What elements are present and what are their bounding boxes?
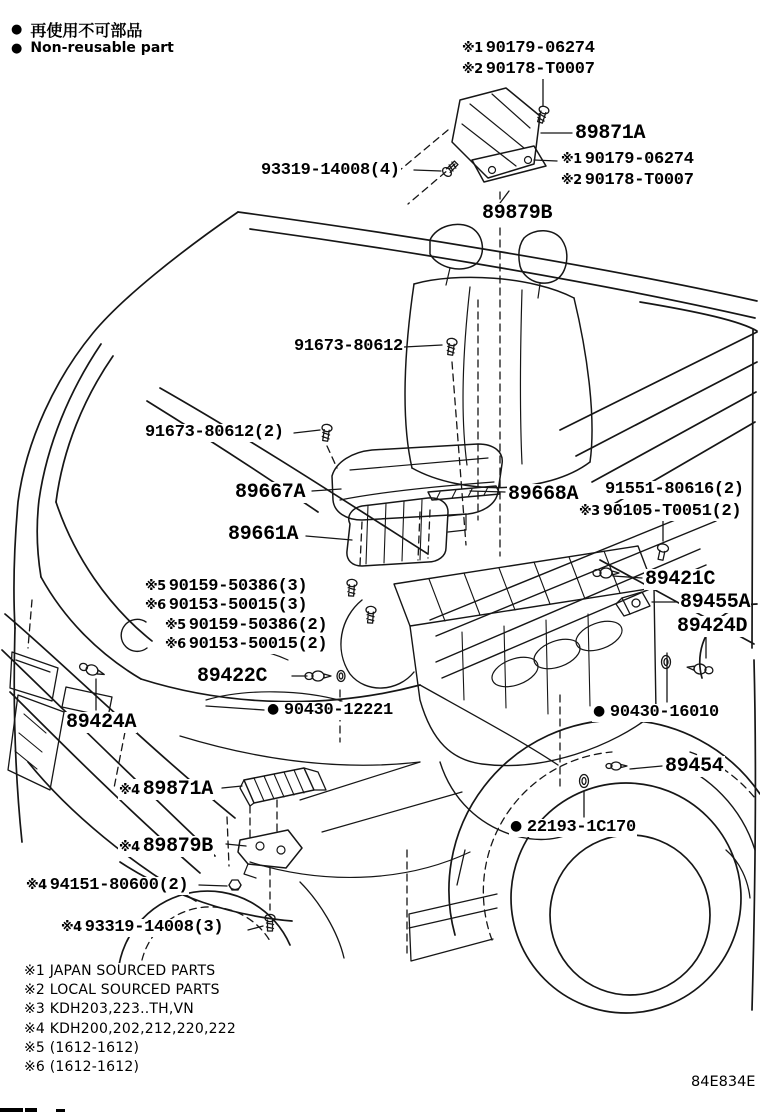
part-label-90178-T0007-mid [560, 172, 695, 190]
part-number: 90153-50015(3) [168, 596, 308, 615]
part-number: 93319-14008(4) [261, 161, 400, 180]
part-label-90179-06274-mid [560, 151, 695, 169]
sensor-89424a [78, 661, 106, 679]
part-number: 93319-14008(3) [84, 918, 224, 937]
ref-mark: ※4 [119, 783, 140, 798]
footnote-2: ※2 LOCAL SOURCED PARTS [24, 982, 220, 998]
part-number: 89871A [142, 778, 213, 801]
ref-mark: ※5 [145, 579, 166, 594]
airbag-sensor-assembly-89871a-top [452, 88, 546, 182]
resonator-89661a [347, 498, 466, 566]
footnote-4: ※4 KDH200,202,212,220,222 [24, 1021, 236, 1037]
part-number: 91673-80612 [294, 337, 403, 356]
part-label-89661A [227, 524, 299, 545]
screw-90159-2 [365, 606, 376, 623]
screw-91673 [445, 338, 457, 356]
part-label-89668A [507, 484, 579, 505]
ref-mark: ※4 [61, 920, 82, 935]
ref-mark: ※6 [145, 598, 166, 613]
part-label-89422C [196, 666, 268, 687]
part-number: 90153-50015(2) [188, 635, 328, 654]
part-number: 90430-12221 [283, 701, 393, 720]
part-label-89421C [644, 569, 716, 590]
bullet-icon: ● [11, 40, 23, 56]
part-number: 94151-80600(2) [49, 876, 189, 895]
part-number: 90105-T0051(2) [602, 502, 742, 521]
legend-text-en: Non-reusable part [30, 40, 174, 56]
screw-90159-3 [346, 579, 357, 596]
bullet-icon: ● [11, 22, 23, 37]
ref-mark: ※5 [165, 618, 186, 633]
part-label-91673-80612-2 [144, 424, 285, 442]
part-label-91673-80612 [293, 338, 404, 356]
part-label-93319-14008-3 [60, 919, 224, 937]
part-number: 90179-06274 [485, 39, 595, 58]
part-label-90159-50386-2 [164, 617, 328, 635]
part-label-89879B-bottom [118, 836, 214, 857]
part-number: 90430-16010 [609, 703, 719, 722]
part-number: 89667A [235, 481, 306, 504]
ref-mark: ※2 [561, 173, 582, 188]
part-label-89879B-top [481, 203, 553, 224]
part-number: 89454 [665, 755, 724, 778]
part-label-90430-16010 [592, 704, 720, 722]
footnote-5: ※5 (1612-1612) [24, 1040, 140, 1056]
part-number: 89879B [482, 202, 553, 225]
ref-mark: ※6 [165, 637, 186, 652]
part-number: 89668A [508, 483, 579, 506]
ref-mark: ※4 [119, 840, 140, 855]
non-reusable-bullet-icon: ● [510, 818, 522, 834]
part-number: 90179-06274 [584, 150, 694, 169]
part-label-90105-T0051-2 [578, 503, 742, 521]
ref-mark: ※2 [462, 62, 483, 77]
leader-lines [96, 70, 706, 930]
sensor-89422c [305, 671, 331, 681]
part-label-89424A [65, 712, 137, 733]
non-reusable-bullet-icon: ● [593, 703, 605, 719]
part-number: 90159-50386(3) [168, 577, 308, 596]
part-number: 89661A [228, 523, 299, 546]
part-label-91551-80616-2 [604, 481, 745, 499]
part-number: 89455A [680, 591, 751, 614]
part-label-89455A [679, 592, 751, 613]
part-number: 89422C [197, 665, 268, 688]
part-label-94151-80600-2 [25, 877, 189, 895]
diagram-code: 84E834E [691, 1074, 756, 1090]
ref-mark: ※4 [26, 878, 47, 893]
part-label-89424D [676, 616, 748, 637]
footnote-6: ※6 (1612-1612) [24, 1059, 140, 1075]
engine [250, 505, 716, 877]
footnote-1: ※1 JAPAN SOURCED PARTS [24, 963, 216, 979]
part-number: 89424A [66, 711, 137, 734]
part-label-90159-50386-3 [144, 578, 308, 596]
gasket-ring-90430-12221 [337, 671, 345, 682]
part-number: 90178-T0007 [485, 60, 595, 79]
part-label-90179-06274-top [461, 40, 596, 58]
gasket-ring-90430-16010 [662, 656, 671, 669]
part-number: 90159-50386(2) [188, 616, 328, 635]
part-number: 90178-T0007 [584, 171, 694, 190]
part-number: 89421C [645, 568, 716, 591]
scan-artifact [0, 1108, 23, 1112]
part-number: 89879B [142, 835, 213, 858]
ref-mark: ※3 [579, 504, 600, 519]
part-number: 89424D [677, 615, 748, 638]
part-label-90178-T0007-top [461, 61, 596, 79]
footnote-3: ※3 KDH203,223..TH,VN [24, 1001, 194, 1017]
screw-91673-2 [320, 424, 332, 442]
part-label-22193-1C170 [509, 819, 637, 837]
part-number: 22193-1C170 [526, 818, 636, 837]
legend-text-jp: 再使用不可部品 [30, 21, 143, 40]
gasket-ring-22193 [580, 775, 589, 788]
part-label-90153-50015-2 [164, 636, 328, 654]
scan-artifact [25, 1108, 37, 1112]
non-reusable-bullet-icon: ● [267, 701, 279, 717]
ecu-89871a-bottom [240, 768, 326, 806]
seat [405, 224, 592, 487]
part-number: 91673-80612(2) [145, 423, 284, 442]
ref-mark: ※1 [462, 41, 483, 56]
part-number: 91551-80616(2) [605, 480, 744, 499]
part-label-90153-50015-3 [144, 597, 308, 615]
part-label-90430-12221 [266, 702, 394, 720]
legend-non-reusable-jp [11, 18, 142, 41]
part-label-89871A-bottom [118, 779, 214, 800]
part-label-89871A-top [574, 123, 646, 144]
part-label-89667A [234, 482, 306, 503]
legend-non-reusable-en [11, 40, 174, 56]
part-number: 89871A [575, 122, 646, 145]
ref-mark: ※1 [561, 152, 582, 167]
part-label-93319-14008-4 [260, 162, 401, 180]
nut-94151 [229, 880, 241, 890]
part-label-89454 [664, 756, 725, 777]
sensor-89454 [606, 762, 627, 770]
